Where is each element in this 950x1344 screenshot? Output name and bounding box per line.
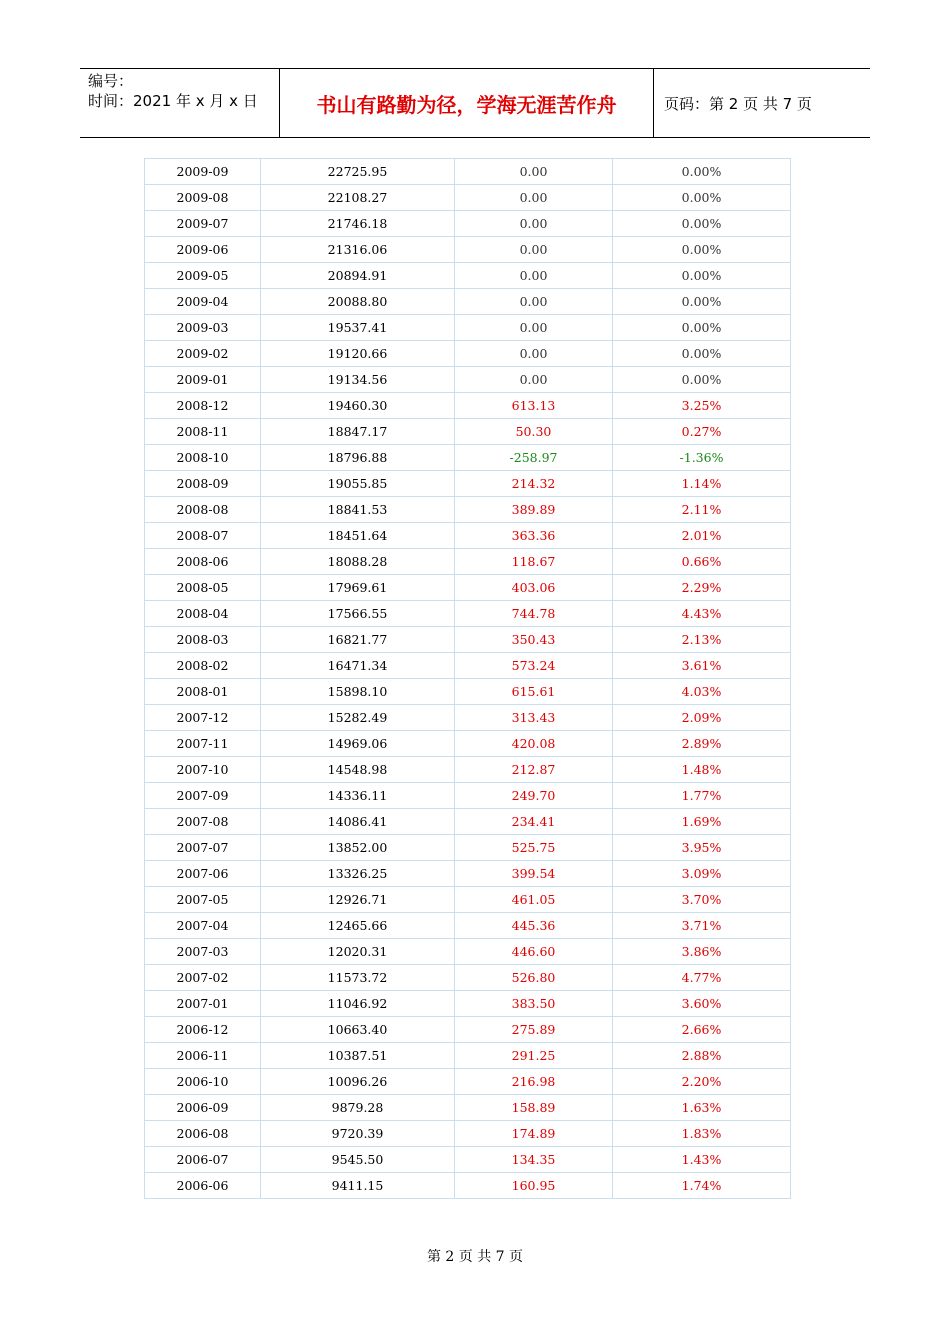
- cell-change: 613.13: [455, 393, 613, 419]
- cell-value: 9720.39: [261, 1121, 455, 1147]
- cell-date: 2009-01: [145, 367, 261, 393]
- cell-value: 13852.00: [261, 835, 455, 861]
- cell-percent: 3.71%: [613, 913, 791, 939]
- cell-date: 2008-12: [145, 393, 261, 419]
- cell-value: 10096.26: [261, 1069, 455, 1095]
- cell-change: 573.24: [455, 653, 613, 679]
- cell-date: 2007-09: [145, 783, 261, 809]
- cell-change: 446.60: [455, 939, 613, 965]
- table-row: [145, 757, 791, 783]
- cell-percent: 2.66%: [613, 1017, 791, 1043]
- cell-percent: 1.69%: [613, 809, 791, 835]
- cell-percent: -1.36%: [613, 445, 791, 471]
- page-footer: 第 2 页 共 7 页: [426, 1249, 524, 1265]
- cell-percent: 2.01%: [613, 523, 791, 549]
- cell-percent: 1.43%: [613, 1147, 791, 1173]
- table-row: [145, 627, 791, 653]
- cell-value: 18451.64: [261, 523, 455, 549]
- cell-percent: 2.11%: [613, 497, 791, 523]
- cell-percent: 1.48%: [613, 757, 791, 783]
- cell-value: 19134.56: [261, 367, 455, 393]
- cell-change: 744.78: [455, 601, 613, 627]
- cell-change: 399.54: [455, 861, 613, 887]
- cell-change: 118.67: [455, 549, 613, 575]
- table-row: [145, 1043, 791, 1069]
- cell-percent: 4.03%: [613, 679, 791, 705]
- header-motto: 书山有路勤为径，学海无涯苦作舟: [280, 69, 654, 137]
- table-row: [145, 159, 791, 185]
- table-row: [145, 211, 791, 237]
- cell-change: 525.75: [455, 835, 613, 861]
- cell-value: 21316.06: [261, 237, 455, 263]
- cell-change: 158.89: [455, 1095, 613, 1121]
- cell-percent: 3.09%: [613, 861, 791, 887]
- table-row: [145, 939, 791, 965]
- cell-percent: 0.00%: [613, 263, 791, 289]
- table-row: [145, 1095, 791, 1121]
- cell-percent: 3.60%: [613, 991, 791, 1017]
- cell-date: 2007-11: [145, 731, 261, 757]
- cell-change: 50.30: [455, 419, 613, 445]
- cell-change: 160.95: [455, 1173, 613, 1199]
- table-row: [145, 367, 791, 393]
- cell-change: 389.89: [455, 497, 613, 523]
- cell-date: 2009-04: [145, 289, 261, 315]
- table-row: [145, 341, 791, 367]
- table-row: [145, 523, 791, 549]
- cell-date: 2009-07: [145, 211, 261, 237]
- cell-value: 19460.30: [261, 393, 455, 419]
- cell-date: 2007-01: [145, 991, 261, 1017]
- cell-percent: 4.43%: [613, 601, 791, 627]
- cell-date: 2006-07: [145, 1147, 261, 1173]
- cell-change: 0.00: [455, 159, 613, 185]
- cell-percent: 3.61%: [613, 653, 791, 679]
- cell-percent: 2.09%: [613, 705, 791, 731]
- cell-value: 14548.98: [261, 757, 455, 783]
- cell-value: 19055.85: [261, 471, 455, 497]
- cell-percent: 4.77%: [613, 965, 791, 991]
- cell-value: 19537.41: [261, 315, 455, 341]
- cell-value: 10387.51: [261, 1043, 455, 1069]
- cell-date: 2008-10: [145, 445, 261, 471]
- table-row: [145, 419, 791, 445]
- cell-date: 2009-05: [145, 263, 261, 289]
- cell-date: 2006-10: [145, 1069, 261, 1095]
- cell-change: 216.98: [455, 1069, 613, 1095]
- cell-date: 2009-09: [145, 159, 261, 185]
- cell-percent: 0.00%: [613, 237, 791, 263]
- cell-date: 2007-02: [145, 965, 261, 991]
- table-row: [145, 965, 791, 991]
- cell-percent: 2.13%: [613, 627, 791, 653]
- cell-date: 2007-08: [145, 809, 261, 835]
- cell-percent: 0.00%: [613, 211, 791, 237]
- cell-date: 2007-03: [145, 939, 261, 965]
- cell-percent: 0.00%: [613, 289, 791, 315]
- cell-value: 20088.80: [261, 289, 455, 315]
- cell-date: 2008-09: [145, 471, 261, 497]
- table-row: [145, 263, 791, 289]
- cell-date: 2008-07: [145, 523, 261, 549]
- table-row: [145, 393, 791, 419]
- header-page-number: 页码：第 2 页 共 7 页: [664, 94, 812, 113]
- table-row: [145, 1121, 791, 1147]
- cell-value: 18841.53: [261, 497, 455, 523]
- cell-value: 14086.41: [261, 809, 455, 835]
- cell-percent: 2.29%: [613, 575, 791, 601]
- cell-date: 2008-03: [145, 627, 261, 653]
- cell-date: 2007-06: [145, 861, 261, 887]
- cell-date: 2008-02: [145, 653, 261, 679]
- cell-change: 0.00: [455, 315, 613, 341]
- cell-change: 403.06: [455, 575, 613, 601]
- cell-value: 14969.06: [261, 731, 455, 757]
- table-row: [145, 237, 791, 263]
- document-date-label: 时间：2021 年 x 月 x 日: [88, 92, 258, 110]
- cell-change: 234.41: [455, 809, 613, 835]
- cell-change: 0.00: [455, 211, 613, 237]
- cell-date: 2008-01: [145, 679, 261, 705]
- cell-percent: 0.00%: [613, 315, 791, 341]
- cell-change: 0.00: [455, 289, 613, 315]
- cell-date: 2008-08: [145, 497, 261, 523]
- table-row: [145, 601, 791, 627]
- cell-change: 383.50: [455, 991, 613, 1017]
- table-row: [145, 445, 791, 471]
- cell-date: 2009-06: [145, 237, 261, 263]
- table-body: [145, 159, 791, 1199]
- cell-value: 14336.11: [261, 783, 455, 809]
- cell-date: 2008-04: [145, 601, 261, 627]
- cell-change: -258.97: [455, 445, 613, 471]
- cell-value: 20894.91: [261, 263, 455, 289]
- table-row: [145, 471, 791, 497]
- cell-percent: 3.95%: [613, 835, 791, 861]
- table-row: [145, 653, 791, 679]
- cell-change: 445.36: [455, 913, 613, 939]
- cell-change: 0.00: [455, 237, 613, 263]
- cell-date: 2008-05: [145, 575, 261, 601]
- table-row: [145, 861, 791, 887]
- document-number-label: 编号：: [88, 72, 134, 90]
- cell-change: 350.43: [455, 627, 613, 653]
- cell-date: 2006-11: [145, 1043, 261, 1069]
- cell-percent: 2.20%: [613, 1069, 791, 1095]
- cell-change: 275.89: [455, 1017, 613, 1043]
- table-row: [145, 497, 791, 523]
- table-row: [145, 991, 791, 1017]
- cell-date: 2009-02: [145, 341, 261, 367]
- cell-value: 18796.88: [261, 445, 455, 471]
- table-row: [145, 1147, 791, 1173]
- cell-date: 2008-06: [145, 549, 261, 575]
- cell-percent: 0.66%: [613, 549, 791, 575]
- cell-change: 291.25: [455, 1043, 613, 1069]
- cell-percent: 2.88%: [613, 1043, 791, 1069]
- header-info: [80, 69, 280, 137]
- cell-date: 2009-03: [145, 315, 261, 341]
- cell-value: 9411.15: [261, 1173, 455, 1199]
- cell-date: 2006-06: [145, 1173, 261, 1199]
- cell-value: 13326.25: [261, 861, 455, 887]
- cell-change: 615.61: [455, 679, 613, 705]
- cell-value: 12465.66: [261, 913, 455, 939]
- table-row: [145, 913, 791, 939]
- table-row: [145, 575, 791, 601]
- cell-change: 420.08: [455, 731, 613, 757]
- table-row: [145, 549, 791, 575]
- cell-change: 214.32: [455, 471, 613, 497]
- cell-change: 0.00: [455, 185, 613, 211]
- cell-change: 134.35: [455, 1147, 613, 1173]
- cell-value: 21746.18: [261, 211, 455, 237]
- cell-change: 249.70: [455, 783, 613, 809]
- cell-change: 363.36: [455, 523, 613, 549]
- table-row: [145, 289, 791, 315]
- cell-value: 11046.92: [261, 991, 455, 1017]
- cell-percent: 1.74%: [613, 1173, 791, 1199]
- table-row: [145, 887, 791, 913]
- cell-percent: 0.00%: [613, 185, 791, 211]
- cell-change: 0.00: [455, 341, 613, 367]
- cell-value: 18088.28: [261, 549, 455, 575]
- table-row: [145, 1017, 791, 1043]
- cell-percent: 0.27%: [613, 419, 791, 445]
- cell-percent: 3.86%: [613, 939, 791, 965]
- page-header: [80, 68, 870, 138]
- cell-date: 2006-09: [145, 1095, 261, 1121]
- cell-percent: 1.14%: [613, 471, 791, 497]
- cell-value: 15898.10: [261, 679, 455, 705]
- cell-value: 17566.55: [261, 601, 455, 627]
- cell-value: 22725.95: [261, 159, 455, 185]
- cell-value: 9545.50: [261, 1147, 455, 1173]
- cell-value: 10663.40: [261, 1017, 455, 1043]
- table-row: [145, 731, 791, 757]
- table-row: [145, 315, 791, 341]
- cell-percent: 1.77%: [613, 783, 791, 809]
- cell-change: 0.00: [455, 367, 613, 393]
- cell-date: 2007-12: [145, 705, 261, 731]
- cell-date: 2006-12: [145, 1017, 261, 1043]
- cell-change: 212.87: [455, 757, 613, 783]
- cell-value: 16471.34: [261, 653, 455, 679]
- cell-percent: 3.70%: [613, 887, 791, 913]
- cell-value: 16821.77: [261, 627, 455, 653]
- cell-date: 2007-07: [145, 835, 261, 861]
- cell-value: 15282.49: [261, 705, 455, 731]
- cell-percent: 1.83%: [613, 1121, 791, 1147]
- table-row: [145, 809, 791, 835]
- cell-date: 2008-11: [145, 419, 261, 445]
- cell-change: 0.00: [455, 263, 613, 289]
- cell-date: 2007-05: [145, 887, 261, 913]
- cell-value: 12926.71: [261, 887, 455, 913]
- table-row: [145, 835, 791, 861]
- data-table: [144, 158, 791, 1199]
- cell-date: 2009-08: [145, 185, 261, 211]
- cell-value: 12020.31: [261, 939, 455, 965]
- cell-value: 19120.66: [261, 341, 455, 367]
- cell-percent: 2.89%: [613, 731, 791, 757]
- table-row: [145, 1069, 791, 1095]
- table-row: [145, 783, 791, 809]
- cell-date: 2006-08: [145, 1121, 261, 1147]
- cell-percent: 0.00%: [613, 341, 791, 367]
- cell-value: 17969.61: [261, 575, 455, 601]
- cell-value: 18847.17: [261, 419, 455, 445]
- cell-percent: 0.00%: [613, 367, 791, 393]
- cell-percent: 1.63%: [613, 1095, 791, 1121]
- cell-percent: 3.25%: [613, 393, 791, 419]
- cell-date: 2007-04: [145, 913, 261, 939]
- cell-date: 2007-10: [145, 757, 261, 783]
- cell-percent: 0.00%: [613, 159, 791, 185]
- cell-change: 174.89: [455, 1121, 613, 1147]
- cell-value: 9879.28: [261, 1095, 455, 1121]
- cell-value: 11573.72: [261, 965, 455, 991]
- table-row: [145, 679, 791, 705]
- cell-change: 313.43: [455, 705, 613, 731]
- table-row: [145, 185, 791, 211]
- cell-value: 22108.27: [261, 185, 455, 211]
- cell-change: 461.05: [455, 887, 613, 913]
- table-row: [145, 1173, 791, 1199]
- table-row: [145, 705, 791, 731]
- cell-change: 526.80: [455, 965, 613, 991]
